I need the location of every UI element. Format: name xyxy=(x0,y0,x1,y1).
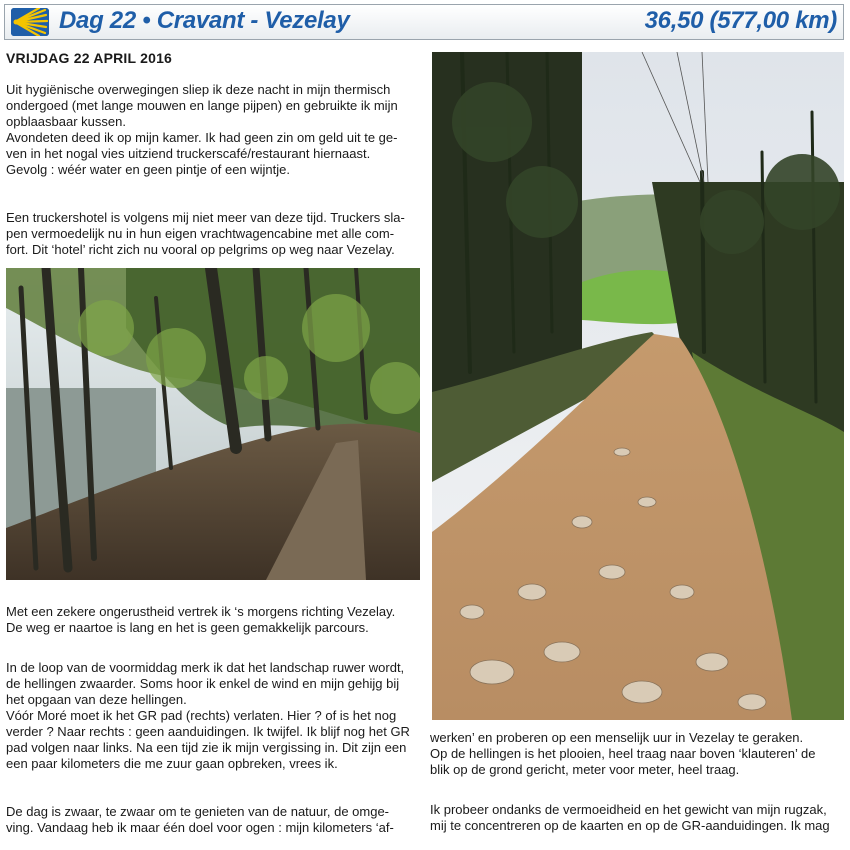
paragraph-6: werken’ en proberen op een menselijk uur in Vezelay te geraken. Op de hellingen is het plooien, heel traag naar boven ‘klauteren’ de blik op de grond gericht, meter voor meter, heel traag. xyxy=(430,730,816,777)
rocky-path-photo xyxy=(432,52,844,720)
entry-date: VRIJDAG 22 APRIL 2016 xyxy=(6,50,173,66)
paragraph-4: In de loop van de voormiddag merk ik dat het landschap ruwer wordt, de hellingen zwaarder. Soms hoor ik enkel de wind en mijn gehijg bij het opgaan van deze hellingen. Vóór Moré moet ik het GR pad (rechts) verlaten. Hier ? of is het nog verder ? Naar rechts : geen aanduidingen. Ik twijfel. Ik blijf nog het GR pad volgen naar links. Na een tijd zie ik mijn vergissing in. Dit zijn een een paar kilometers die me zuur gaan opbreken, vrees ik. xyxy=(6,660,410,771)
paragraph-7: Ik probeer ondanks de vermoeidheid en het gewicht van mijn rugzak, mij te concentreren op de kaarten en op de GR-aanduidingen. Ik mag xyxy=(430,802,830,833)
paragraph-2: Een truckershotel is volgens mij niet meer van deze tijd. Truckers sla- pen vermoedelijk nu in hun eigen vrachtwagencabine met alle com- fort. Dit ‘hotel’ richt zich nu vooral op pelgrims op weg naar Vezelay. xyxy=(6,210,405,257)
paragraph-5: De dag is zwaar, te zwaar om te genieten van de natuur, de omge- ving. Vandaag heb ik maar één doel voor ogen : mijn kilometers ‘af- xyxy=(6,804,394,835)
paragraph-1: Uit hygiënische overwegingen sliep ik deze nacht in mijn thermisch ondergoed (met lange mouwen en lange pijpen) en gebruikte ik mijn opblaasbaar kussen. Avondeten deed ik op mijn kamer. Ik had geen zin om geld uit te ge- ven in het nogal vies uitziend truckerscafé/restaurant hiernaast. Gevolg : wéér water en geen pintje of een wijntje. xyxy=(6,82,398,177)
forest-path-photo xyxy=(6,268,420,580)
page-title: Dag 22 • Cravant - Vezelay xyxy=(59,7,350,34)
scallop-shell-icon xyxy=(11,8,49,36)
paragraph-3: Met een zekere ongerustheid vertrek ik ‘s morgens richting Vezelay. De weg er naartoe is lang en het is geen gemakkelijk parcours. xyxy=(6,604,396,635)
distance-total: 36,50 (577,00 km) xyxy=(644,7,837,34)
page-header xyxy=(4,4,844,40)
